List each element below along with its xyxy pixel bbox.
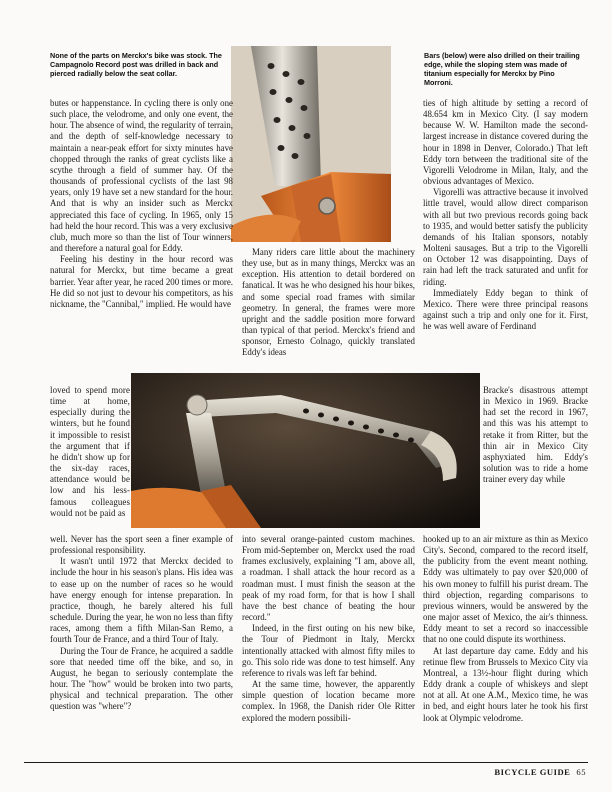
paragraph: Feeling his destiny in the hour record was natural for Merckx, but time became a great barrier. Year after year, he raced 200 times or more. He did so not just to devour his competitors, as his nickname, the "Cannibal," implied. He would have: [50, 254, 233, 309]
column-2-top: [242, 247, 415, 359]
paragraph: During the Tour de France, he acquired a saddle sore that needed time off the bike, and so, in August, he began to seriously contemplate the hour. The "how" would be broken into two parts, physical and technical preparation. The other question was "where"?: [50, 645, 233, 712]
caption-left: None of the parts on Merckx's bike was stock. The Campagnolo Record post was drilled in back and pierced radially below the seat collar.: [50, 51, 222, 78]
paragraph: Vigorelli was attractive because it involved little travel, would allow direct comparison with all but two previous records going back to 1935, and would better satisfy the publicity demands of his Italian sponsors, notably Molteni sausages. But a trip to the Vigorelli on October 12 was disappointing. Days of rain had left the track saturated and unfit for riding.: [423, 187, 588, 287]
paragraph: butes or happenstance. In cycling there is only one such place, the velodrome, and only one event, the hour. The absence of wind, the regularity of terrain, and the depth of self-knowledge necessary to maintain a near-peak effort for sixty minutes have chopped through the ranks of great cyclists like a scythe through a field of summer hay. Of the thousands of professional cyclists of the last 98 years, only 19 have set a new standard for the hour. And that is why an insider such as Merckx appreciated this face of cycling. In 1965, only 15 had held the hour record. This was a very exclusive club, much more so than the list of Tour winners, and therefore a natural goal for Eddy.: [50, 98, 233, 254]
column-3-bottom: [423, 534, 588, 724]
paragraph: At last departure day came. Eddy and his retinue flew from Brussels to Mexico City via Montreal, a 13½-hour flight during which Eddy drank a couple of whiskeys and slept not at all. At one A.M., Mexico time, he was in bed, and eight hours later he took his first look at Olympic velodrome.: [423, 645, 588, 723]
paragraph: Immediately Eddy began to think of Mexico. There were three principal reasons against such a trip and only one for it. First, he was well aware of Ferdinand: [423, 287, 588, 332]
handlebar-illustration: [131, 373, 480, 528]
paragraph: At the same time, however, the apparently simple question of location became more complex. In 1968, the Danish rider Ole Ritter explored the modern possibili-: [242, 679, 415, 723]
paragraph: Bracke's disastrous attempt in Mexico in 1969. Bracke had set the record in 1967, and this was his attempt to retake it from Ritter, but the thin air in Mexico City asphyxiated him. Eddy's solution was to ride a home trainer every day while: [483, 385, 588, 485]
seatpost-illustration: [231, 46, 391, 242]
column-2-bottom: [242, 534, 415, 724]
paragraph: into several orange-painted custom machines. From mid-September on, Merckx used the road frames exclusively, explaining "I am, above all, a roadman. I shall attack the hour record as a roadman must. I must finish the season at the peak of my road form, for that is how I shall have the best chance of beating the hour record.": [242, 534, 415, 623]
column-3-top: [423, 98, 588, 332]
paragraph: hooked up to an air mixture as thin as Mexico City's. Second, compared to the record itself, the publicity from the event meant nothing. Eddy was ultimately to pay over $20,000 of his own money to fulfill his purist dream. The third objection, regarding comparisons to previous winners, would be answered by the one major asset of Mexico, the air's thinness. Eddy meant to set a record so inaccessible that no one could dispute its worthiness.: [423, 534, 588, 645]
page-folio: [494, 767, 586, 777]
magazine-name: BICYCLE GUIDE: [494, 767, 571, 777]
handlebar-photo: [131, 373, 480, 528]
column-1-bottom: [50, 534, 233, 713]
paragraph: It wasn't until 1972 that Merckx decided to include the hour in his season's plans. His idea was to ease up on the number of races so he would have energy enough for intense preparation. In practice, though, he barely altered his full schedule. During the year, he won no less than fifty races, among them a fifth Milan-San Remo, a fourth Tour de France, and a third Tour of Italy.: [50, 556, 233, 645]
page-number: 65: [576, 767, 586, 777]
footer-rule: [24, 762, 588, 763]
column-1-wrap: [50, 385, 130, 519]
paragraph: well. Never has the sport seen a finer example of professional responsibility.: [50, 534, 233, 556]
caption-right: Bars (below) were also drilled on their trailing edge, while the sloping stem was made of titanium especially for Merckx by Pino Morroni.: [424, 51, 580, 87]
column-1-top: [50, 98, 233, 310]
seatpost-photo: [231, 46, 391, 242]
column-3-wrap: [483, 385, 588, 485]
paragraph: loved to spend more time at home, especially during the winters, but he found it impossible to resist the argument that if he didn't show up for the six-day races, attendance would be low and his less-famous colleagues would not be paid as: [50, 385, 130, 518]
paragraph: ties of high altitude by setting a record of 48.654 km in Mexico City. (I say modern because W. W. Hamilton made the second-largest increase in distance covered during the hour in 1898 in Denver, Colorado.) That left Eddy torn between the traditional site of the Vigorelli Velodrome in Milan, Italy, and the obvious advantages of Mexico.: [423, 98, 588, 187]
paragraph: Indeed, in the first outing on his new bike, the Tour of Piedmont in Italy, Merckx intentionally attacked with almost fifty miles to go. This solo ride was done to test himself. Any reference to rivals was left far behind.: [242, 623, 415, 678]
paragraph: Many riders care little about the machinery they use, but as in many things, Merckx was an exception. His attention to detail bordered on fanatical. It was he who designed his hour bikes, and some special road frames with similar geometry. In general, the frames were more upright and the saddle position more forward than typical of that period. Merckx's friend and sponsor, Ernesto Colnago, quickly translated Eddy's ideas: [242, 247, 415, 358]
